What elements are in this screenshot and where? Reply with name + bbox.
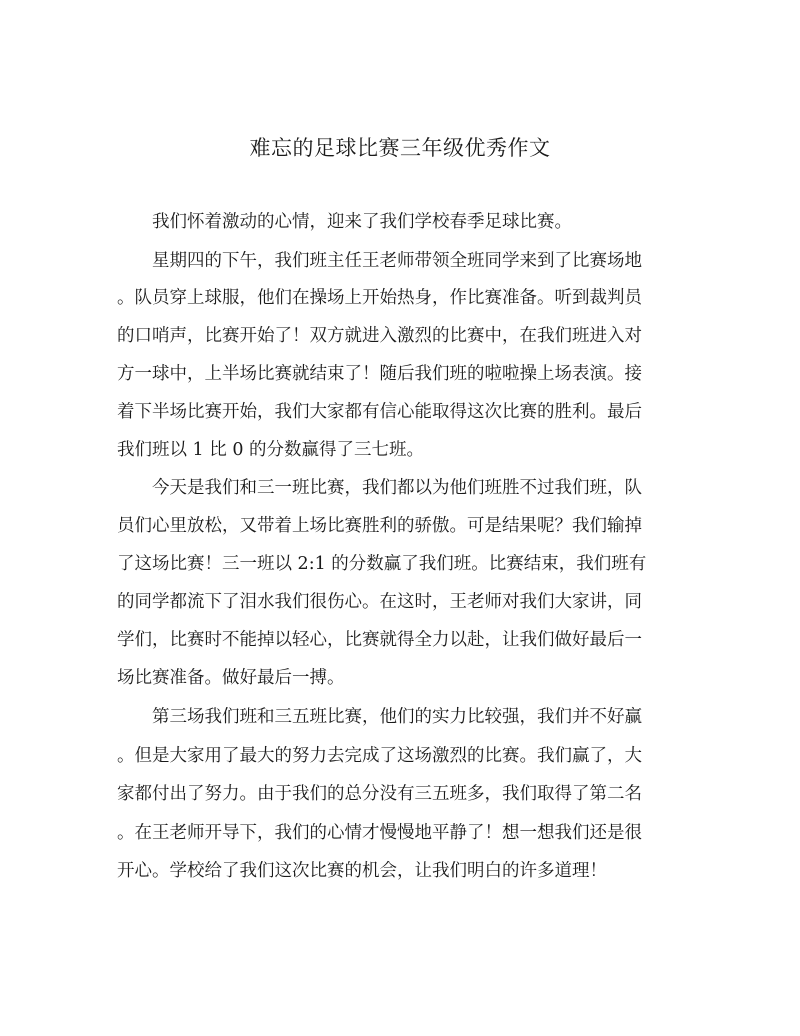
text-line: 方一球中，上半场比赛就结束了！随后我们班的啦啦操上场表演。接: [117, 364, 642, 384]
text-line: 我们怀着激动的心情，迎来了我们学校春季足球比赛。: [117, 212, 572, 232]
text-line: 员们心里放松，又带着上场比赛胜利的骄傲。可是结果呢？我们输掉: [117, 516, 642, 536]
document-title: 难忘的足球比赛三年级优秀作文: [249, 136, 551, 160]
text-line: 。但是大家用了最大的努力去完成了这场激烈的比赛。我们赢了，大: [117, 746, 642, 766]
text-line: 了这场比赛！三一班以 2:1 的分数赢了我们班。比赛结束，我们班有: [117, 554, 647, 574]
text-line: 我们班以 1 比 0 的分数赢得了三七班。: [117, 440, 425, 460]
text-line: 的口哨声，比赛开始了！双方就进入激烈的比赛中，在我们班进入对: [117, 326, 642, 346]
text-line: 。在王老师开导下，我们的心情才慢慢地平静了！想一想我们还是很: [117, 823, 642, 843]
text-line: 家都付出了努力。由于我们的总分没有三五班多，我们取得了第二名: [117, 784, 642, 804]
text-line: 开心。学校给了我们这次比赛的机会，让我们明白的许多道理！: [117, 861, 607, 881]
text-line: 第三场我们班和三五班比赛，他们的实力比较强，我们并不好赢: [117, 707, 642, 727]
text-line: 学们，比赛时不能掉以轻心，比赛就得全力以赴，让我们做好最后一: [117, 630, 642, 650]
text-line: 星期四的下午，我们班主任王老师带领全班同学来到了比赛场地: [117, 251, 642, 271]
text-line: 场比赛准备。做好最后一搏。: [117, 668, 345, 688]
text-line: 着下半场比赛开始，我们大家都有信心能取得这次比赛的胜利。最后: [117, 402, 642, 422]
text-line: 今天是我们和三一班比赛，我们都以为他们班胜不过我们班，队: [117, 478, 642, 498]
text-line: 的同学都流下了泪水我们很伤心。在这时，王老师对我们大家讲，同: [117, 592, 642, 612]
text-line: 。队员穿上球服，他们在操场上开始热身，作比赛准备。听到裁判员: [117, 288, 642, 308]
